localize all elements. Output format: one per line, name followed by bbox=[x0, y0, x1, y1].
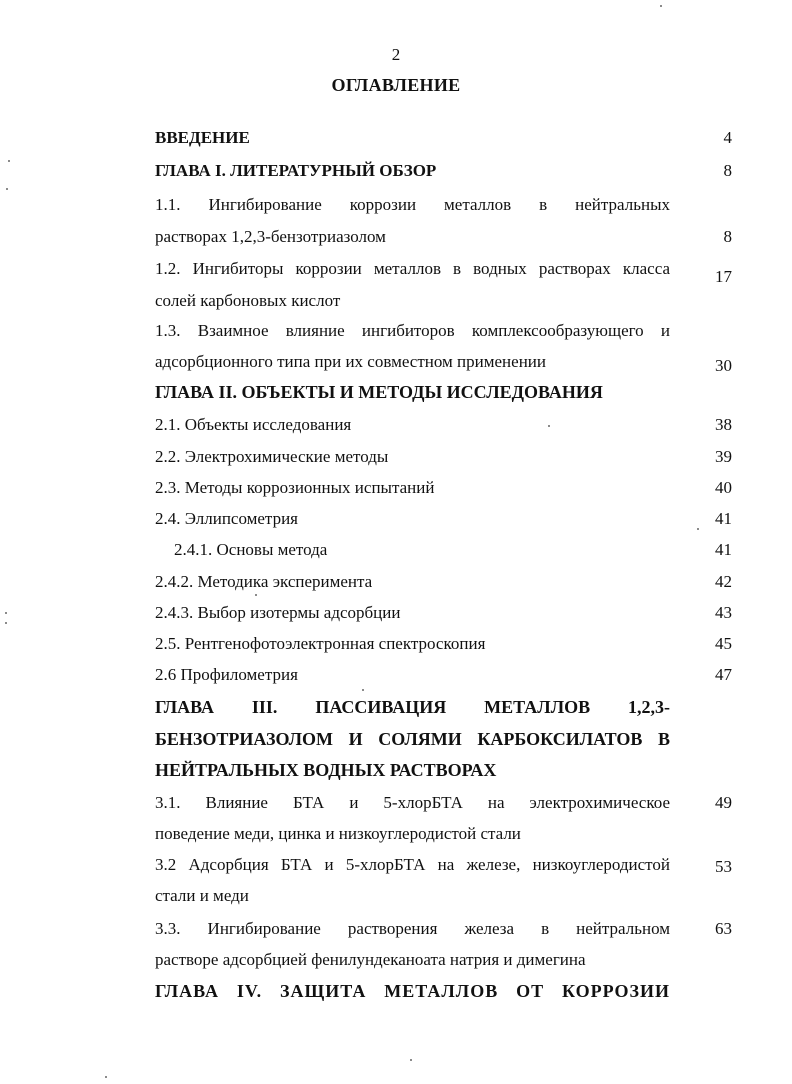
toc-entry-3-1-line-1: 3.1. Влияние БТА и 5-хлорБТА на электрохимическое bbox=[155, 793, 670, 812]
toc-entry-3-3-line-1: 3.3. Ингибирование растворения железа в нейтральном bbox=[155, 919, 670, 938]
toc-entry-3-3-line-2: растворе адсорбцией фенилундеканоата натрия и димегина bbox=[155, 950, 586, 969]
toc-page-2-4-3: 43 bbox=[715, 603, 732, 622]
scan-speck bbox=[5, 622, 7, 624]
toc-entry-chapter-2: ГЛАВА II. ОБЪЕКТЫ И МЕТОДЫ ИССЛЕДОВАНИЯ bbox=[155, 382, 603, 402]
toc-page-2-6: 47 bbox=[715, 665, 732, 684]
scan-speck bbox=[362, 689, 364, 691]
toc-entry-1-1-line-1: 1.1. Ингибирование коррозии металлов в нейтральных bbox=[155, 195, 670, 214]
toc-entry-2-4-3: 2.4.3. Выбор изотермы адсорбции bbox=[155, 603, 401, 622]
toc-entry-2-5: 2.5. Рентгенофотоэлектронная спектроскопия bbox=[155, 634, 486, 653]
page-number: 2 bbox=[391, 45, 401, 64]
toc-entry-1-3-line-2: адсорбционного типа при их совместном применении bbox=[155, 352, 546, 371]
toc-title: ОГЛАВЛЕНИЕ bbox=[331, 75, 461, 95]
scan-speck bbox=[548, 425, 550, 427]
toc-page-chapter-1: 8 bbox=[723, 161, 732, 180]
toc-page-1-3: 30 bbox=[715, 356, 732, 375]
toc-entry-chapter-1: ГЛАВА I. ЛИТЕРАТУРНЫЙ ОБЗОР bbox=[155, 161, 437, 180]
toc-entry-chapter-3-line-3: НЕЙТРАЛЬНЫХ ВОДНЫХ РАСТВОРАХ bbox=[155, 760, 497, 780]
toc-page-1-2: 17 bbox=[715, 267, 732, 286]
toc-entry-3-2-line-1: 3.2 Адсорбция БТА и 5-хлорБТА на железе, низкоуглеродистой bbox=[155, 855, 670, 874]
toc-page-2-1: 38 bbox=[715, 415, 732, 434]
toc-page-2-4-2: 42 bbox=[715, 572, 732, 591]
toc-page-introduction: 4 bbox=[723, 128, 732, 147]
scan-speck bbox=[105, 1076, 107, 1078]
toc-entry-2-4-1: 2.4.1. Основы метода bbox=[174, 540, 328, 559]
toc-entry-chapter-3-line-1: ГЛАВА III. ПАССИВАЦИЯ МЕТАЛЛОВ 1,2,3- bbox=[155, 697, 670, 717]
toc-entry-1-1-line-2: растворах 1,2,3-бензотриазолом bbox=[155, 227, 386, 246]
toc-page-3-3: 63 bbox=[715, 919, 732, 938]
toc-entry-2-4: 2.4. Эллипсометрия bbox=[155, 509, 298, 528]
toc-page-2-4: 41 bbox=[715, 509, 732, 528]
toc-entry-1-3-line-1: 1.3. Взаимное влияние ингибиторов комплексообразующего и bbox=[155, 321, 670, 340]
toc-page-2-5: 45 bbox=[715, 634, 732, 653]
toc-page-2-4-1: 41 bbox=[715, 540, 732, 559]
toc-entry-chapter-4: ГЛАВА IV. ЗАЩИТА МЕТАЛЛОВ ОТ КОРРОЗИИ bbox=[155, 981, 670, 1001]
toc-entry-chapter-3-line-2: БЕНЗОТРИАЗОЛОМ И СОЛЯМИ КАРБОКСИЛАТОВ В bbox=[155, 729, 670, 749]
scan-speck bbox=[660, 5, 662, 7]
toc-entry-2-3: 2.3. Методы коррозионных испытаний bbox=[155, 478, 435, 497]
toc-page-2-3: 40 bbox=[715, 478, 732, 497]
toc-entry-3-2-line-2: стали и меди bbox=[155, 886, 249, 905]
toc-entry-1-2-line-2: солей карбоновых кислот bbox=[155, 291, 341, 310]
toc-entry-1-2-line-1: 1.2. Ингибиторы коррозии металлов в водных растворах класса bbox=[155, 259, 670, 278]
scan-speck bbox=[6, 188, 8, 190]
toc-entry-2-1: 2.1. Объекты исследования bbox=[155, 415, 352, 434]
scan-speck bbox=[410, 1059, 412, 1061]
scan-speck bbox=[5, 612, 7, 614]
toc-entry-2-6: 2.6 Профилометрия bbox=[155, 665, 298, 684]
toc-entry-3-1-line-2: поведение меди, цинка и низкоуглеродистой стали bbox=[155, 824, 521, 843]
toc-entry-2-2: 2.2. Электрохимические методы bbox=[155, 447, 389, 466]
toc-page-1-1: 8 bbox=[723, 227, 732, 246]
toc-page-3-2: 53 bbox=[715, 857, 732, 876]
scan-speck bbox=[8, 160, 10, 162]
toc-page-3-1: 49 bbox=[715, 793, 732, 812]
toc-page-2-2: 39 bbox=[715, 447, 732, 466]
scan-speck bbox=[697, 528, 699, 530]
toc-entry-2-4-2: 2.4.2. Методика эксперимента bbox=[155, 572, 373, 591]
scan-speck bbox=[255, 594, 257, 596]
toc-entry-introduction: ВВЕДЕНИЕ bbox=[155, 128, 250, 147]
